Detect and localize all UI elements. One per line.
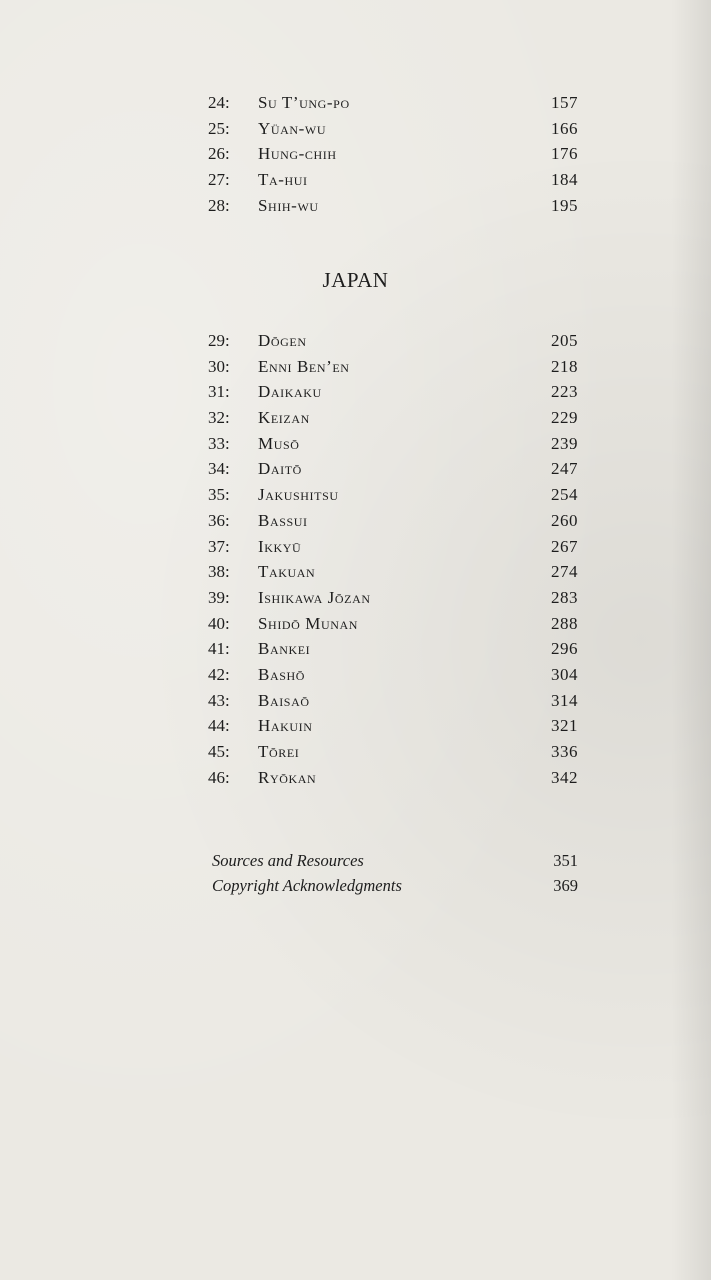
toc-entry: [208, 405, 578, 431]
toc-entry-name: Jakushitsu: [258, 485, 339, 505]
toc-entry-number: 25:: [208, 118, 230, 138]
back-matter-page: 369: [553, 876, 578, 895]
toc-entry-page: 239: [551, 433, 578, 453]
back-matter-title: Sources and Resources: [212, 851, 364, 870]
toc-entry-name: Ta-hui: [258, 170, 308, 190]
toc-entry-number: 27:: [208, 170, 230, 190]
toc-entry-page: 336: [551, 742, 578, 761]
toc-entry: [208, 765, 578, 791]
toc-entry-page: 254: [551, 485, 578, 505]
toc-entry-number: 41:: [208, 639, 230, 659]
toc-entry-name: Takuan: [258, 562, 316, 582]
toc-entry-page: 288: [551, 613, 578, 633]
toc-entry-name: Shidō Munan: [258, 613, 359, 633]
toc-entry: [208, 611, 578, 637]
toc-entry-number: 29:: [208, 331, 230, 350]
toc-entry-name: Musō: [258, 433, 300, 453]
toc-entry-name: Ryōkan: [258, 767, 317, 787]
toc-entry-name: Dōgen: [258, 331, 307, 350]
toc-entry-name: Tōrei: [258, 742, 300, 761]
section-heading-japan: JAPAN: [322, 268, 389, 292]
toc-entry-number: 44:: [208, 716, 230, 736]
toc-entry-name: Daitō: [258, 459, 302, 479]
toc-entry-name: Hung-chih: [258, 144, 337, 164]
toc-entry-name: Enni Ben’en: [258, 356, 350, 376]
toc-entry-page: 205: [551, 331, 578, 350]
toc-list-china-continued: [208, 90, 578, 218]
toc-entry: [208, 167, 578, 193]
toc-entry-page: 296: [551, 639, 578, 659]
back-matter-title: Copyright Acknowledgments: [212, 876, 402, 895]
toc-entry-name: Ishikawa Jōzan: [258, 587, 371, 607]
toc-entry: [208, 534, 578, 560]
toc-entry-page: 218: [551, 356, 578, 376]
toc-entry-number: 36:: [208, 510, 230, 530]
toc-entry-page: 247: [551, 459, 578, 479]
toc-entry-number: 35:: [208, 485, 230, 505]
toc-entry-page: 166: [551, 118, 578, 138]
toc-entry-number: 37:: [208, 536, 230, 556]
toc-entry: [208, 193, 578, 219]
toc-entry: [208, 688, 578, 714]
toc-entry-page: 274: [551, 562, 578, 582]
toc-entry-page: 314: [551, 690, 578, 710]
back-matter-list: [212, 848, 578, 898]
toc-entry-page: 260: [551, 510, 578, 530]
toc-entry-name: Hakuin: [258, 716, 313, 736]
toc-entry-page: 223: [551, 382, 578, 402]
toc-entry: [208, 739, 578, 765]
toc-entry-number: 33:: [208, 433, 230, 453]
toc-entry: [208, 585, 578, 611]
toc-entry-name: Ikkyū: [258, 536, 302, 556]
toc-entry-page: 157: [551, 93, 578, 112]
toc-entry-page: 184: [551, 170, 578, 190]
toc-entry-number: 30:: [208, 356, 230, 376]
toc-entry-number: 32:: [208, 408, 230, 428]
toc-entry: [208, 713, 578, 739]
toc-entry-number: 26:: [208, 144, 230, 164]
toc-entry: [208, 456, 578, 482]
back-matter-entry: [212, 873, 578, 898]
toc-entry-name: Bassui: [258, 510, 308, 530]
toc-entry: [208, 636, 578, 662]
toc-entry: [208, 116, 578, 142]
toc-entry-number: 31:: [208, 382, 230, 402]
toc-entry-name: Baisaō: [258, 690, 310, 710]
toc-entry: [208, 379, 578, 405]
toc-entry-page: 176: [551, 144, 578, 164]
back-matter-page: 351: [553, 851, 578, 870]
toc-entry-number: 43:: [208, 690, 230, 710]
toc-entry: [208, 141, 578, 167]
toc-entry-name: Daikaku: [258, 382, 322, 402]
toc-entry-number: 45:: [208, 742, 230, 761]
toc-entry-number: 40:: [208, 613, 230, 633]
toc-entry: [208, 508, 578, 534]
toc-entry-number: 28:: [208, 195, 230, 215]
toc-entry-name: Keizan: [258, 408, 310, 428]
toc-entry: [208, 662, 578, 688]
toc-entry: [208, 328, 578, 354]
toc-entry-page: 283: [551, 587, 578, 607]
toc-entry-number: 42:: [208, 664, 230, 684]
toc-entry-name: Yüan-wu: [258, 118, 327, 138]
toc-entry-name: Shih-wu: [258, 195, 319, 215]
back-matter-entry: [212, 848, 578, 873]
toc-entry-number: 34:: [208, 459, 230, 479]
toc-entry: [208, 431, 578, 457]
toc-entry-page: 304: [551, 664, 578, 684]
toc-entry-number: 39:: [208, 587, 230, 607]
toc-entry: [208, 90, 578, 116]
toc-entry-page: 195: [551, 195, 578, 215]
toc-list-japan: [208, 328, 578, 790]
toc-entry-name: Bankei: [258, 639, 311, 659]
toc-entry-number: 24:: [208, 93, 230, 112]
toc-entry-number: 38:: [208, 562, 230, 582]
toc-entry-page: 229: [551, 408, 578, 428]
toc-entry-page: 321: [551, 716, 578, 736]
toc-entry-number: 46:: [208, 767, 230, 787]
toc-entry: [208, 559, 578, 585]
toc-entry-page: 342: [551, 767, 578, 787]
toc-entry: [208, 354, 578, 380]
page-gutter-shadow: [671, 0, 711, 1280]
toc-entry-page: 267: [551, 536, 578, 556]
toc-entry-name: Su T’ung-po: [258, 93, 350, 112]
toc-entry: [208, 482, 578, 508]
toc-entry-name: Bashō: [258, 664, 306, 684]
